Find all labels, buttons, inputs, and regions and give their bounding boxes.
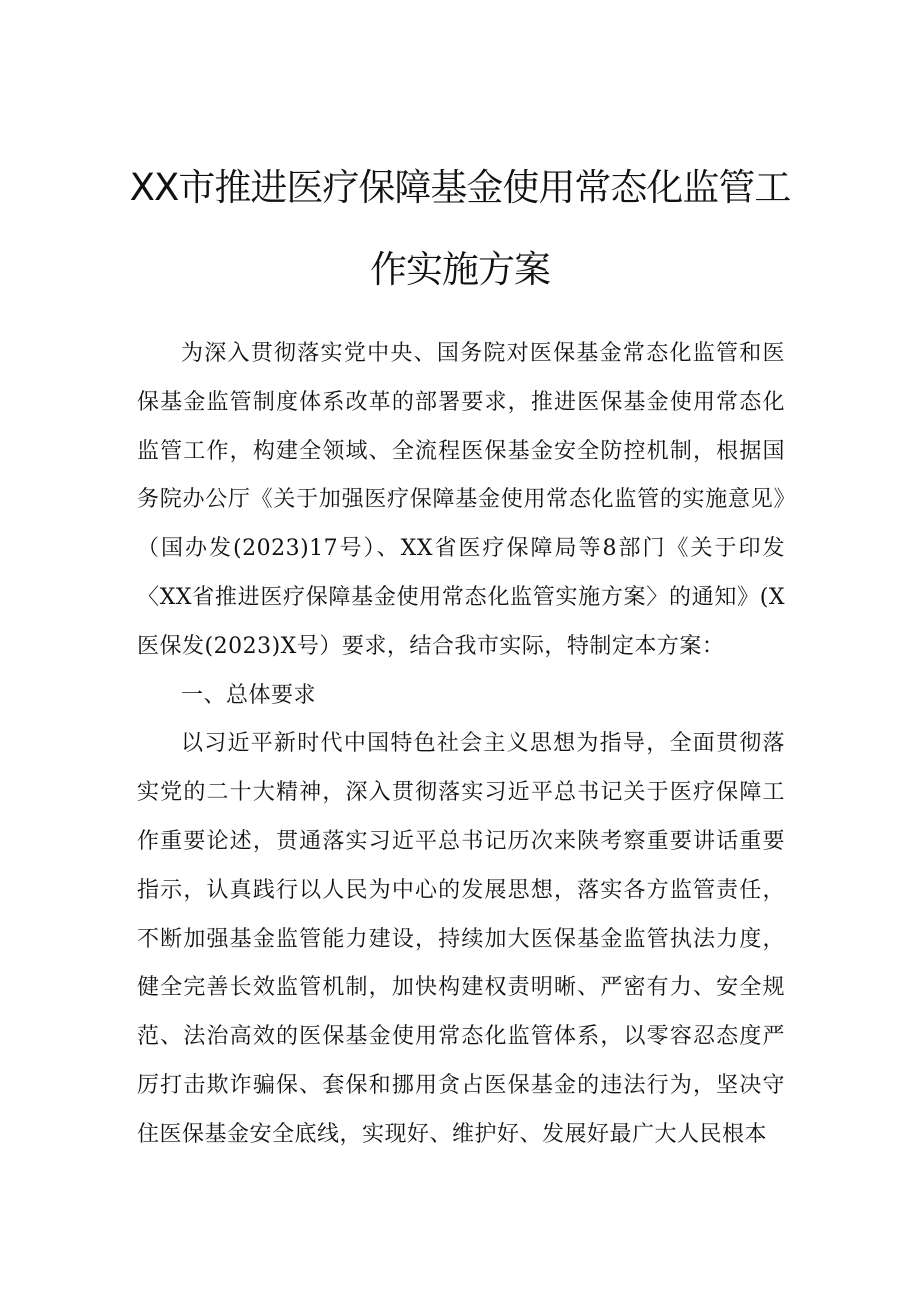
document-body [137,330,785,1160]
section-heading-overall-requirements: 一、总体要求 [181,682,317,708]
intro-paragraph: 为深入贯彻落实党中央、国务院对医保基金常态化监管和医保基金监管制度体系改革的部署要求，推进医保基金使用常态化监管工作，构建全领域、全流程医保基金安全防控机制，根据国务院办公厅《关于加强医疗保障基金使用常态化监管的实施意见》（国办发(2023)17号）、XX省医疗保障局等8部门《关于印发〈XX省推进医疗保障基金使用常态化监管实施方案〉的通知》(X医保发(2023)X号）要求，结合我市实际，特制定本方案： [137,341,785,659]
section-paragraph-overall-requirements: 以习近平新时代中国特色社会主义思想为指导，全面贯彻落实党的二十大精神，深入贯彻落实习近平总书记关于医疗保障工作重要论述，贯通落实习近平总书记历次来陕考察重要讲话重要指示，认真践行以人民为中心的发展思想，落实各方监管责任，不断加强基金监管能力建设，持续加大医保基金监管执法力度，健全完善长效监管机制，加快构建权责明晰、严密有力、安全规范、法治高效的医保基金使用常态化监管体系，以零容忍态度严厉打击欺诈骗保、套保和挪用贪占医保基金的违法行为，坚决守住医保基金安全底线，实现好、维护好、发展好最广大人民根本 [137,731,785,1147]
document-title-line-2: 作实施方案 [370,248,550,291]
document-title-line-1: XX市推进医疗保障基金使用常态化监管工 [129,166,791,209]
